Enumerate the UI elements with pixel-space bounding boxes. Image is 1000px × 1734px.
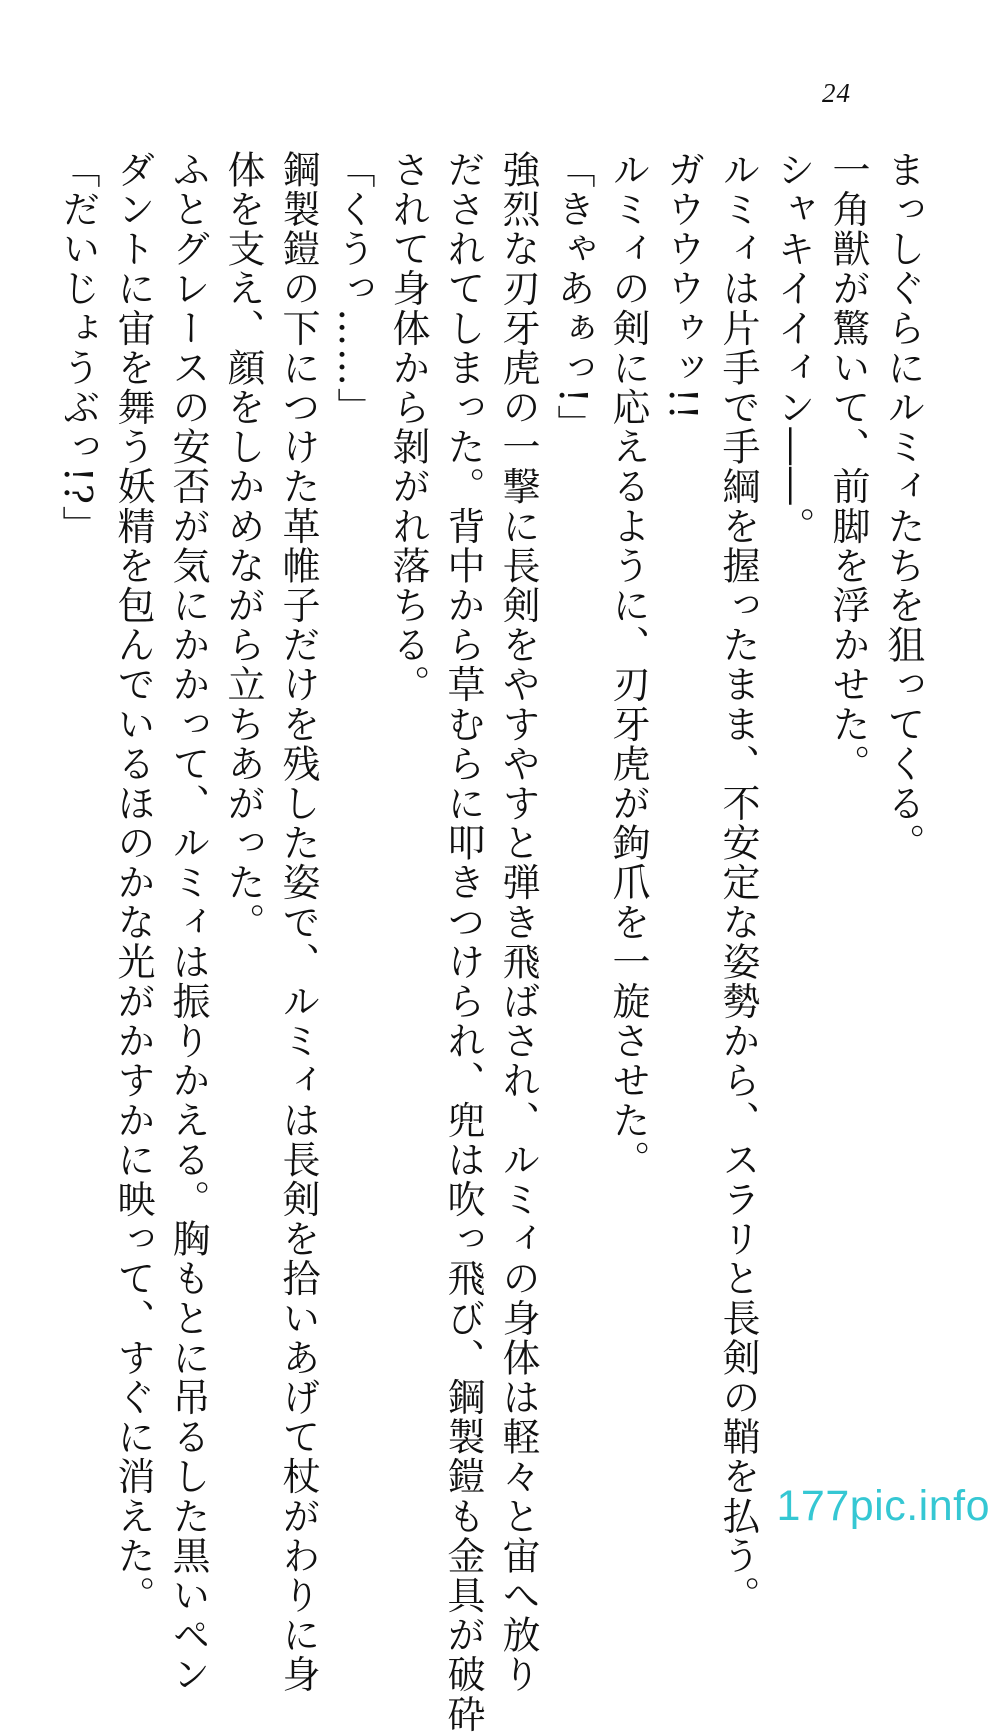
text-line: 「だいじょうぶっ!?」 <box>56 150 100 546</box>
text-line: ルミィの剣に応えるように、刃牙虎が鉤爪を一旋させた。 <box>606 150 650 1180</box>
text-line: ガウウウゥッ!! <box>661 150 705 422</box>
text-line: だされてしまった。背中から草むらに叩きつけられ、兜は吹っ飛び、鋼製鎧も金具が破砕 <box>441 150 485 1734</box>
text-line: 強烈な刃牙虎の一撃に長剣をやすやすと弾き飛ばされ、ルミィの身体は軽々と宙へ放り <box>496 150 540 1695</box>
text-line: 「くうっ……」 <box>331 150 375 428</box>
text-line: 鋼製鎧の下につけた革帷子だけを残した姿で、ルミィは長剣を拾いあげて杖がわりに身 <box>276 150 320 1695</box>
text-line: 一角獣が驚いて、前脚を浮かせた。 <box>826 150 870 784</box>
watermark: 177pic.info <box>773 1480 995 1532</box>
text-line: まっしぐらにルミィたちを狙ってくる。 <box>881 150 925 863</box>
text-line: ふとグレースの安否が気にかかって、ルミィは振りかえる。胸もとに吊るした黒いペン <box>166 150 210 1695</box>
text-line: 体を支え、顔をしかめながら立ちあがった。 <box>221 150 265 942</box>
text-line: されて身体から剝がれ落ちる。 <box>386 150 430 705</box>
page-number: 24 <box>822 78 851 108</box>
text-line: ルミィは片手で手綱を握ったまま、不安定な姿勢から、スラリと長剣の鞘を払う。 <box>716 150 760 1616</box>
text-line: シャキイイィン――。 <box>771 150 815 546</box>
text-line: 「きゃあぁっ!」 <box>551 150 595 445</box>
text-line: ダントに宙を舞う妖精を包んでいるほのかな光がかすかに映って、すぐに消えた。 <box>111 150 155 1616</box>
